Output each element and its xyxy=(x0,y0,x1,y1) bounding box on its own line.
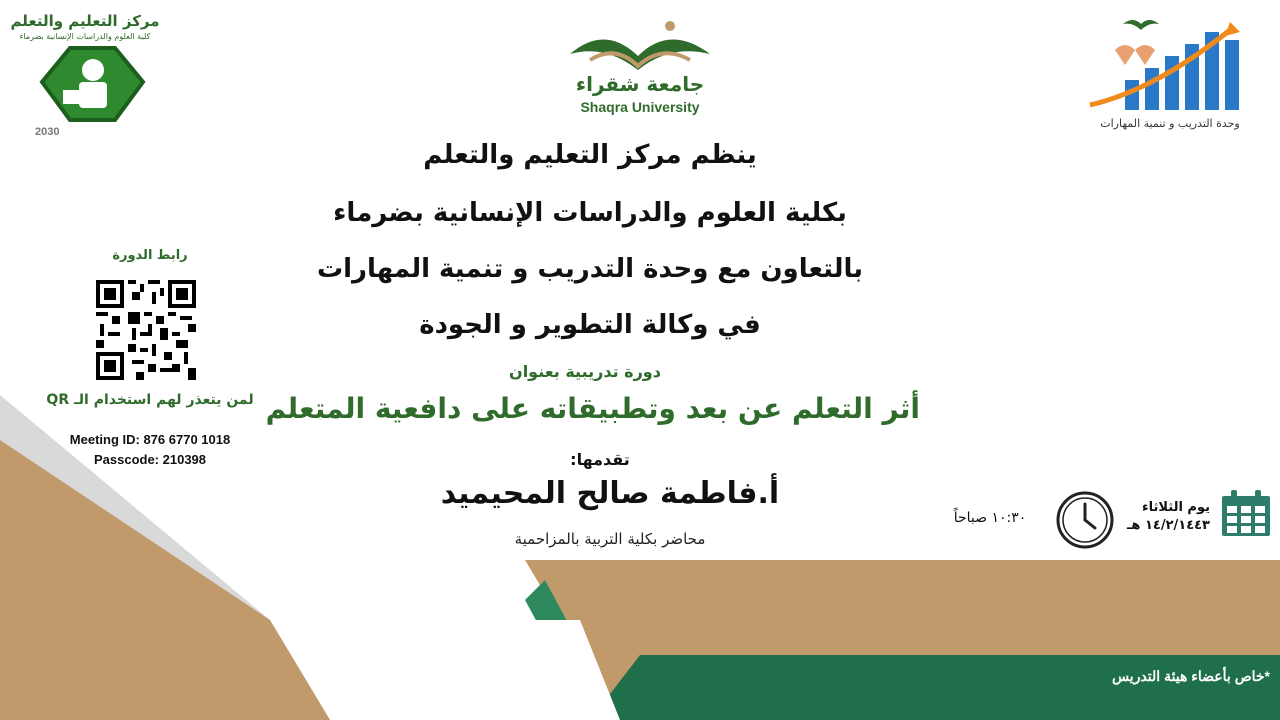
presenter-label: تقدمها: xyxy=(570,450,630,469)
heading-line-1: ينظم مركز التعليم والتعلم xyxy=(423,140,757,170)
presenter-name: أ.فاطمة صالح المحيميد xyxy=(440,476,780,511)
clock-icon xyxy=(1055,490,1115,550)
qr-code-icon[interactable] xyxy=(96,280,196,380)
heading-line-2: بكلية العلوم والدراسات الإنسانية بضرماء xyxy=(333,198,847,228)
heading-line-4: في وكالة التطوير و الجودة xyxy=(419,310,761,340)
qr-label: رابط الدورة xyxy=(112,248,188,263)
passcode: Passcode: 210398 xyxy=(93,452,207,467)
course-intro: دورة تدريبية بعنوان xyxy=(509,362,661,381)
presenter-role: محاضر بكلية التربية بالمزاحمية xyxy=(514,530,706,548)
university-name-english: Shaqra University xyxy=(580,99,700,115)
qr-fallback-text: لمن يتعذر لهم استخدام الـ QR xyxy=(46,392,254,408)
meeting-id: Meeting ID: 876 6770 1018 xyxy=(69,432,231,447)
course-title: أثر التعلم عن بعد وتطبيقاته على دافعية المتعلم xyxy=(265,392,920,425)
footer-note: *خاص بأعضاء هيئة التدريس xyxy=(1111,668,1270,684)
training-unit-caption: وحدة التدريب و تنمية المهارات xyxy=(1100,117,1240,130)
session-time: ١٠:٣٠ صباحاً xyxy=(953,510,1027,526)
session-date: ١٤/٢/١٤٤٣ هـ xyxy=(1126,518,1210,533)
vision-2030-mark: 2030 xyxy=(35,126,60,138)
heading-line-3: بالتعاون مع وحدة التدريب و تنمية المهارات xyxy=(316,254,864,284)
training-unit-logo xyxy=(1085,10,1255,115)
university-name-arabic: جامعة شقراء xyxy=(575,72,705,96)
calendar-icon xyxy=(1220,490,1272,538)
center-logo-caption: مركز التعليم والتعلم xyxy=(10,12,160,30)
session-day: يوم الثلاثاء xyxy=(1141,500,1210,515)
center-logo-subcaption: كلية العلوم والدراسات الإنسانية بضرماء xyxy=(19,32,151,41)
